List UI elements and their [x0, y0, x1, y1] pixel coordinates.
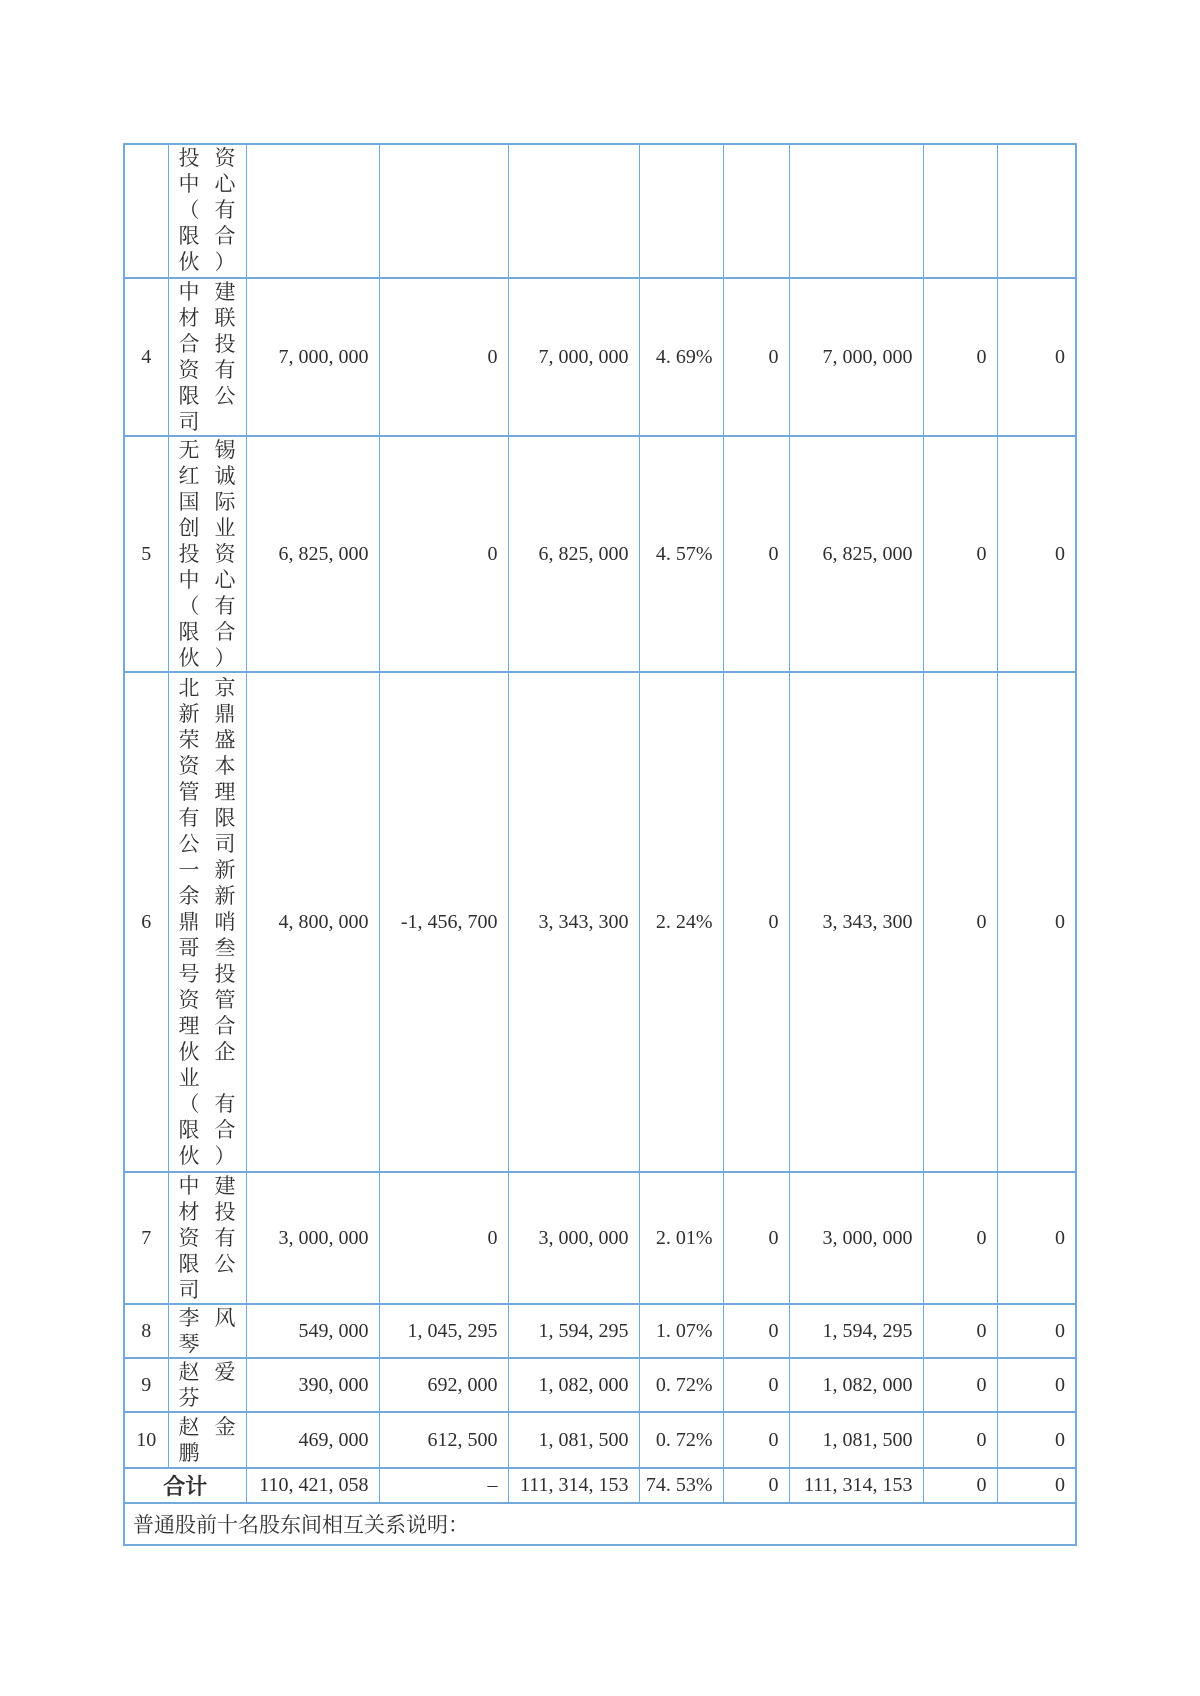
total-value-cell: 111, 314, 153 — [508, 1468, 639, 1503]
value-cell: 7, 000, 000 — [508, 278, 639, 436]
empty-cell — [639, 144, 723, 278]
name-cell: 无锡红诚国际创业投资中心（有限合伙） — [168, 436, 246, 672]
note-cell: 普通股前十名股东间相互关系说明： — [124, 1503, 1076, 1545]
value-cell: 0 — [997, 672, 1076, 1172]
shareholder-table — [123, 143, 1077, 1546]
value-cell: 3, 000, 000 — [508, 1172, 639, 1304]
value-cell: 6, 825, 000 — [508, 436, 639, 672]
value-cell: 1, 081, 500 — [508, 1412, 639, 1468]
table-row — [124, 672, 1076, 1172]
empty-cell — [246, 144, 379, 278]
value-cell: 0. 72% — [639, 1412, 723, 1468]
value-cell: 4, 800, 000 — [246, 672, 379, 1172]
name-cell: 中建材联合投资有限公司 — [168, 278, 246, 436]
value-cell: 3, 000, 000 — [246, 1172, 379, 1304]
rank-cell: 10 — [124, 1412, 168, 1468]
value-cell: 0 — [723, 436, 789, 672]
table-row — [124, 278, 1076, 436]
value-cell: 0 — [723, 1304, 789, 1358]
value-cell: 6, 825, 000 — [246, 436, 379, 672]
value-cell: 6, 825, 000 — [789, 436, 923, 672]
value-cell: 4. 69% — [639, 278, 723, 436]
total-value-cell: 74. 53% — [639, 1468, 723, 1503]
total-label: 合计 — [124, 1468, 246, 1503]
empty-cell — [723, 144, 789, 278]
value-cell: 4. 57% — [639, 436, 723, 672]
value-cell: 0 — [723, 278, 789, 436]
value-cell: 0 — [723, 1172, 789, 1304]
value-cell: 0 — [997, 1412, 1076, 1468]
value-cell: 0 — [723, 672, 789, 1172]
rank-cell: 6 — [124, 672, 168, 1172]
table-row — [124, 436, 1076, 672]
table-row — [124, 1412, 1076, 1468]
table-row-carryover — [124, 144, 1076, 278]
value-cell: 0 — [379, 436, 508, 672]
name-cell: 北京新鼎荣盛资本管理有限公司一新余新鼎哨哥叁号投资管理合伙企业（有限合伙） — [168, 672, 246, 1172]
value-cell: 390, 000 — [246, 1358, 379, 1412]
value-cell: 1, 082, 000 — [789, 1358, 923, 1412]
table-row — [124, 1304, 1076, 1358]
empty-cell — [997, 144, 1076, 278]
total-value-cell: 0 — [923, 1468, 997, 1503]
name-cell: 赵金鹏 — [168, 1412, 246, 1468]
empty-cell — [789, 144, 923, 278]
value-cell: 3, 000, 000 — [789, 1172, 923, 1304]
name-cell: 投资中心（有限合伙） — [168, 144, 246, 278]
value-cell: 0 — [379, 1172, 508, 1304]
value-cell: 1, 045, 295 — [379, 1304, 508, 1358]
rank-cell: 8 — [124, 1304, 168, 1358]
value-cell: 1. 07% — [639, 1304, 723, 1358]
value-cell: 7, 000, 000 — [789, 278, 923, 436]
value-cell: 469, 000 — [246, 1412, 379, 1468]
value-cell: 0 — [997, 436, 1076, 672]
value-cell: 0 — [923, 436, 997, 672]
value-cell: 0 — [923, 1412, 997, 1468]
value-cell: 0 — [997, 1304, 1076, 1358]
rank-cell: 5 — [124, 436, 168, 672]
empty-cell — [508, 144, 639, 278]
value-cell: 1, 594, 295 — [789, 1304, 923, 1358]
value-cell: 2. 24% — [639, 672, 723, 1172]
value-cell: 1, 082, 000 — [508, 1358, 639, 1412]
value-cell: 1, 081, 500 — [789, 1412, 923, 1468]
value-cell: 2. 01% — [639, 1172, 723, 1304]
empty-cell — [379, 144, 508, 278]
value-cell: 0. 72% — [639, 1358, 723, 1412]
value-cell: 0 — [923, 1358, 997, 1412]
rank-cell: 9 — [124, 1358, 168, 1412]
total-value-cell: 111, 314, 153 — [789, 1468, 923, 1503]
table-row-note — [124, 1503, 1076, 1545]
empty-cell — [923, 144, 997, 278]
value-cell: 0 — [997, 1172, 1076, 1304]
value-cell: 549, 000 — [246, 1304, 379, 1358]
value-cell: 0 — [997, 278, 1076, 436]
value-cell: 0 — [379, 278, 508, 436]
rank-cell: 4 — [124, 278, 168, 436]
value-cell: 0 — [723, 1358, 789, 1412]
total-value-cell: 110, 421, 058 — [246, 1468, 379, 1503]
rank-cell: 7 — [124, 1172, 168, 1304]
value-cell: 692, 000 — [379, 1358, 508, 1412]
total-value-cell: 0 — [997, 1468, 1076, 1503]
table-row — [124, 1172, 1076, 1304]
value-cell: 0 — [723, 1412, 789, 1468]
value-cell: 1, 594, 295 — [508, 1304, 639, 1358]
table-row-total — [124, 1468, 1076, 1503]
value-cell: 7, 000, 000 — [246, 278, 379, 436]
name-cell: 中建材投资有限公司 — [168, 1172, 246, 1304]
value-cell: 0 — [923, 1172, 997, 1304]
value-cell: 612, 500 — [379, 1412, 508, 1468]
value-cell: 3, 343, 300 — [508, 672, 639, 1172]
value-cell: 0 — [997, 1358, 1076, 1412]
name-cell: 李风琴 — [168, 1304, 246, 1358]
value-cell: 0 — [923, 672, 997, 1172]
value-cell: 3, 343, 300 — [789, 672, 923, 1172]
total-value-cell: – — [379, 1468, 508, 1503]
value-cell: 0 — [923, 1304, 997, 1358]
value-cell: -1, 456, 700 — [379, 672, 508, 1172]
total-value-cell: 0 — [723, 1468, 789, 1503]
rank-cell — [124, 144, 168, 278]
name-cell: 赵爱芬 — [168, 1358, 246, 1412]
table-row — [124, 1358, 1076, 1412]
value-cell: 0 — [923, 278, 997, 436]
